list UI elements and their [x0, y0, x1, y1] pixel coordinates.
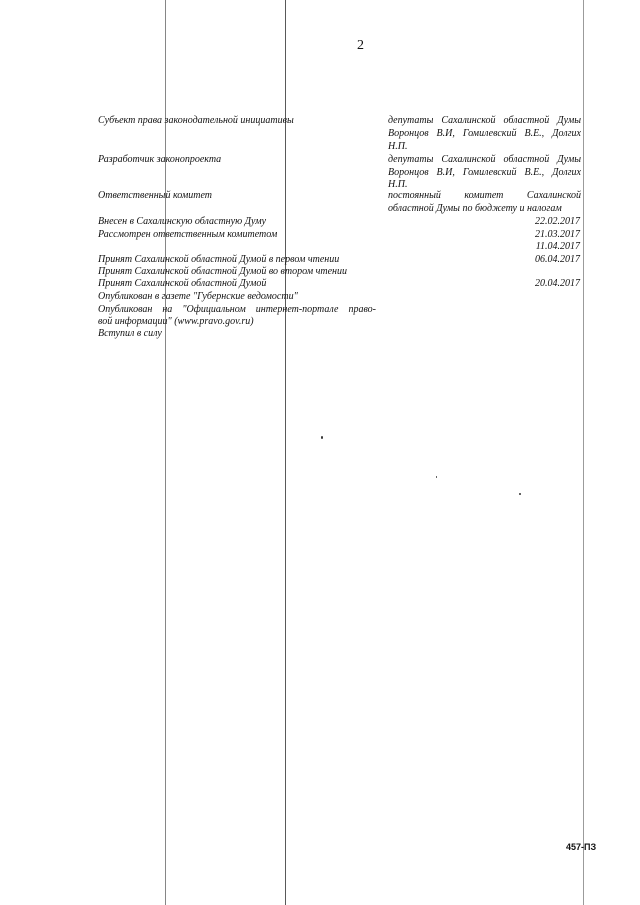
page-number: 2	[357, 38, 364, 53]
scan-speck	[436, 476, 437, 478]
date-adopted: 20.04.2017	[535, 278, 580, 289]
scan-line-left	[165, 0, 166, 905]
introduced-label: Внесен в Сахалинскую областную Думу	[98, 216, 267, 227]
developer-value-cont2: Н.П.	[388, 179, 408, 190]
subject-value-cont2: Н.П.	[388, 141, 408, 152]
subject-value-cont: Воронцов В.И, Гомилевский В.Е., Долгих	[388, 128, 581, 139]
scan-line-middle	[285, 0, 286, 905]
adopted-label: Принят Сахалинской областной Думой	[98, 278, 267, 289]
date-first-reading: 06.04.2017	[535, 254, 580, 265]
second-reading-label: Принят Сахалинской областной Думой во втором чтении	[98, 266, 348, 277]
reviewed-label: Рассмотрен ответственным комитетом	[98, 229, 278, 240]
committee-value: постоянный комитет Сахалинской	[388, 190, 581, 201]
developer-value: депутаты Сахалинской областной Думы	[388, 154, 581, 165]
committee-label: Ответственный комитет	[98, 190, 212, 201]
scan-speck	[321, 436, 323, 439]
subject-value: депутаты Сахалинской областной Думы	[388, 115, 581, 126]
entered-force-label: Вступил в силу	[98, 328, 162, 339]
date-introduced: 22.02.2017	[535, 216, 580, 227]
first-reading-label: Принят Сахалинской областной Думой в первом чтении	[98, 254, 340, 265]
developer-label: Разработчик законопроекта	[98, 154, 222, 165]
scan-speck	[519, 493, 521, 495]
published-portal-label-cont: вой информации" (www.pravo.gov.ru)	[98, 316, 254, 327]
published-portal-label: Опубликован на "Официальном интернет-портале право-	[98, 304, 376, 315]
committee-value-cont: областной Думы по бюджету и налогам	[388, 203, 562, 214]
scan-line-right	[583, 0, 584, 905]
published-newspaper-label: Опубликован в газете "Губернские ведомости"	[98, 291, 298, 302]
date-reviewed-2: 11.04.2017	[535, 241, 580, 252]
date-reviewed: 21.03.2017	[535, 229, 580, 240]
subject-label: Субъект права законодательной инициативы	[98, 115, 294, 126]
developer-value-cont: Воронцов В.И, Гомилевский В.Е., Долгих	[388, 167, 581, 178]
footer-code: 457-ПЗ	[566, 842, 597, 852]
